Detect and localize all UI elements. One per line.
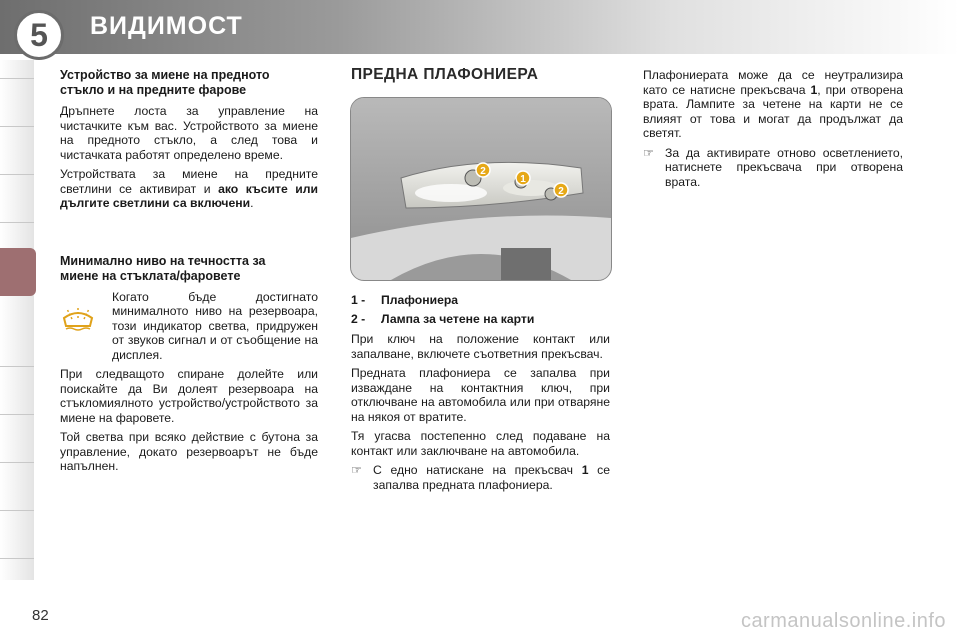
side-tab-divider bbox=[0, 462, 34, 463]
lamp-bullet bbox=[351, 463, 610, 492]
photo-label-2-left: 2 bbox=[480, 166, 486, 177]
fluid-para1: При следващото спиране долейте или поискайте да Ви долеят резервоара на стъкломиялното устройство/устройството за миене на фаровете. bbox=[60, 367, 318, 425]
fluid-level-heading bbox=[60, 254, 318, 284]
washer-para2 bbox=[60, 167, 318, 211]
watermark: carmanualsonline.info bbox=[740, 610, 946, 632]
photo-label-1: 1 bbox=[520, 174, 526, 185]
side-tab-divider bbox=[0, 174, 34, 175]
lamp-para3: Тя угасва постепенно след подаване на контакт или заключване на автомобила. bbox=[351, 429, 610, 458]
right-column bbox=[643, 68, 903, 189]
lamp-bullet-text bbox=[373, 463, 610, 492]
legend-num: 2 - bbox=[351, 311, 366, 326]
fluid-level-heading-line2: миене на стъклата/фаровете bbox=[60, 268, 241, 283]
side-tab-divider bbox=[0, 222, 34, 223]
lamp-bullet-end: се запалва предната плафониера. bbox=[373, 463, 610, 492]
pointing-hand-icon: ☞ bbox=[351, 463, 362, 477]
washer-heading-line2: стъкло и на предните фарове bbox=[60, 83, 247, 97]
legend-num: 1 - bbox=[351, 293, 366, 307]
ceiling-lamp-photo bbox=[350, 97, 612, 281]
left-column bbox=[60, 68, 318, 479]
neutralize-para-bold: 1 bbox=[810, 82, 818, 97]
washer-para2-start: Устройствата за миене на предните светлини се активират и bbox=[60, 167, 318, 196]
section-title-front-lamp: ПРЕДНА ПЛАФОНИЕРА bbox=[351, 66, 539, 83]
side-tab-strip bbox=[0, 60, 34, 580]
photo-label-2-right: 2 bbox=[558, 186, 564, 197]
lamp-para2: Предната плафониера се запалва при изваждане на контактния ключ, при отключване на автомобила или при отваряне на някоя от вратите. bbox=[351, 366, 610, 424]
washer-heading-line1: Устройство за миене на предното bbox=[60, 68, 270, 82]
indicator-text: Когато бъде достигнато минималното ниво на резервоара, този индикатор светва, придружен от звуков сигнал и от съобщение на дисплея. bbox=[112, 289, 318, 362]
fluid-level-heading-line1: Минимално ниво на течността за bbox=[60, 253, 266, 268]
lamp-para1: При ключ на положение контакт или запалване, включете съответния прекъсвач. bbox=[351, 332, 610, 361]
chapter-number-badge: 5 bbox=[14, 10, 64, 60]
lamp-bullet-bold: 1 bbox=[581, 463, 589, 477]
side-tab-active-chapter[interactable] bbox=[0, 248, 36, 296]
legend-label: Плафониера bbox=[381, 293, 459, 307]
reactivate-bullet bbox=[643, 146, 903, 190]
washer-para2-end: . bbox=[250, 196, 254, 210]
fluid-para2: Той светва при всяко действие с бутона за управление, докато резервоарът не бъде напълнен. bbox=[60, 430, 318, 473]
neutralize-para bbox=[643, 68, 903, 141]
legend-item-2 bbox=[351, 312, 610, 327]
side-tab-divider bbox=[0, 558, 34, 559]
washer-fluid-indicator-icon bbox=[60, 290, 112, 363]
chapter-title: ВИДИМОСТ bbox=[90, 12, 243, 40]
middle-column bbox=[351, 293, 610, 492]
washer-para2-bold: ако късите или дългите светлини са включени bbox=[60, 181, 319, 210]
side-tab-divider bbox=[0, 414, 34, 415]
legend-label: Лампа за четене на карти bbox=[381, 311, 535, 326]
neutralize-para-end: , при отворена врата. Лампите за четене на карти не се влияят от това и могат да продължат да светят. bbox=[643, 82, 903, 140]
pointing-hand-icon: ☞ bbox=[643, 145, 654, 160]
indicator-block bbox=[60, 290, 318, 363]
legend-item-1 bbox=[351, 293, 610, 308]
washer-heading bbox=[60, 68, 318, 98]
neutralize-para-start: Плафониерата може да се неутрализира като се натисне прекъсвача bbox=[643, 68, 903, 97]
side-tab-divider bbox=[0, 366, 34, 367]
side-tab-divider bbox=[0, 126, 34, 127]
washer-para1: Дръпнете лоста за управление на чистачките към вас. Устройството за миене на предното стъкло, а след това и чистачката работят определено време. bbox=[60, 104, 318, 162]
side-tab-divider bbox=[0, 510, 34, 511]
reactivate-bullet-text: За да активирате отново осветлението, натиснете прекъсвача при отворена врата. bbox=[665, 145, 903, 189]
side-tab-divider bbox=[0, 78, 34, 79]
page-number: 82 bbox=[32, 607, 49, 624]
lamp-bullet-start: С едно натискане на прекъсвач bbox=[373, 463, 582, 477]
